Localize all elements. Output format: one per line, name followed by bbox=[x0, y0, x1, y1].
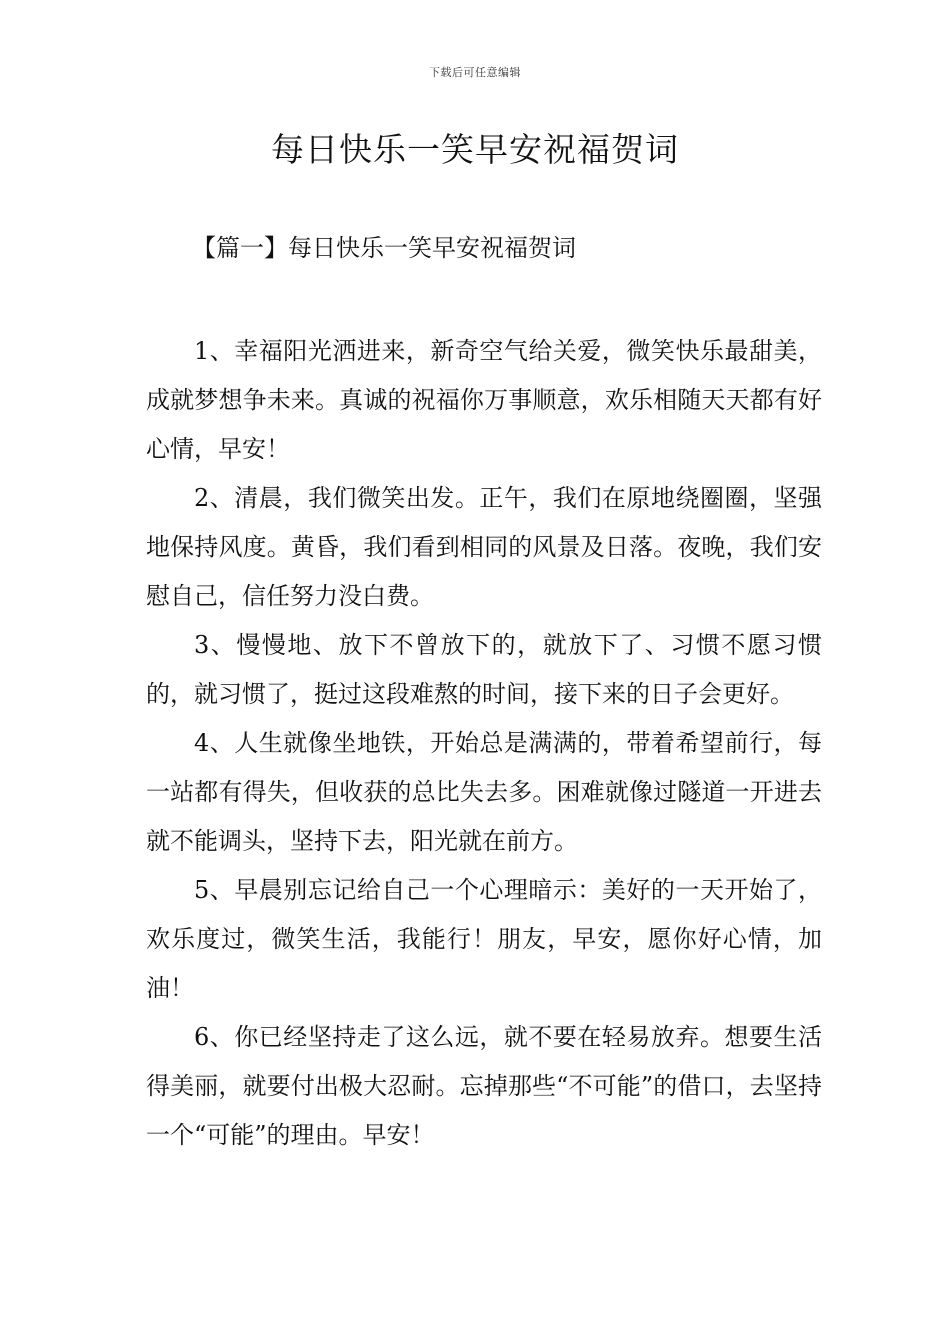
document-body bbox=[146, 327, 822, 1160]
section-heading: 【篇一】每日快乐一笑早安祝福贺词 bbox=[192, 234, 576, 262]
paragraph-2: 2、清晨，我们微笑出发。正午，我们在原地绕圈圈，坚强地保持风度。黄昏，我们看到相同的风景及日落。夜晚，我们安慰自己，信任努力没白费。 bbox=[146, 484, 822, 610]
paragraph-4: 4、人生就像坐地铁，开始总是满满的，带着希望前行，每一站都有得失，但收获的总比失去多。困难就像过隧道一开进去就不能调头，坚持下去，阳光就在前方。 bbox=[146, 729, 822, 855]
paragraph-5: 5、早晨别忘记给自己一个心理暗示：美好的一天开始了，欢乐度过，微笑生活，我能行！朋友，早安，愿你好心情，加油！ bbox=[146, 876, 822, 1002]
header-note: 下载后可任意编辑 bbox=[429, 66, 521, 79]
paragraph-1: 1、幸福阳光洒进来，新奇空气给关爱，微笑快乐最甜美，成就梦想争未来。真诚的祝福你万事顺意，欢乐相随天天都有好心情，早安！ bbox=[146, 337, 822, 463]
paragraph-6: 6、你已经坚持走了这么远，就不要在轻易放弃。想要生活得美丽，就要付出极大忍耐。忘掉那些“不可能”的借口，去坚持一个“可能”的理由。早安！ bbox=[146, 1023, 822, 1149]
paragraph-3: 3、慢慢地、放下不曾放下的，就放下了、习惯不愿习惯的，就习惯了，挺过这段难熬的时间，接下来的日子会更好。 bbox=[146, 631, 822, 708]
document-title: 每日快乐一笑早安祝福贺词 bbox=[271, 130, 679, 169]
